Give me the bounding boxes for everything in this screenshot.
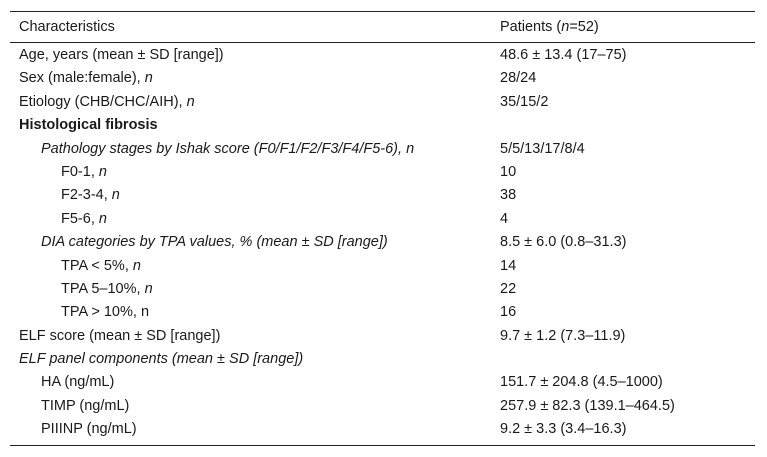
characteristics-table: [10, 11, 755, 446]
table-row-f5-6: F5-6, n 4: [61, 210, 509, 227]
table-row-sex: Sex (male:female), n 28/24: [19, 70, 537, 87]
table-row-histological-fibrosis: Histological fibrosis: [19, 117, 158, 134]
table-row-ha: HA (ng/mL) 151.7 ± 204.8 (4.5–1000): [41, 374, 663, 391]
table-row-tpa-gt10: TPA > 10%, n 16: [61, 304, 517, 321]
table-row-timp: TIMP (ng/mL) 257.9 ± 82.3 (139.1–464.5): [41, 397, 675, 414]
header-characteristics: Characteristics: [19, 19, 115, 35]
table-row-tpa-lt5: TPA < 5%, n 14: [61, 257, 517, 274]
table-header: [10, 11, 755, 43]
table-row-age: Age, years (mean ± SD [range]) 48.6 ± 13.4 (17–75): [19, 47, 627, 63]
table-row-piiinp: PIIINP (ng/mL) 9.2 ± 3.3 (3.4–16.3): [41, 421, 627, 438]
table-row-etiology: Etiology (CHB/CHC/AIH), n 35/15/2: [19, 93, 549, 110]
table-row-f0-1: F0-1, n 10: [61, 163, 517, 180]
table-row-f2-3-4: F2-3-4, n 38: [61, 187, 517, 204]
table-row-dia-categories: DIA categories by TPA values, % (mean ± SD [range]) 8.5 ± 6.0 (0.8–31.3): [41, 234, 627, 251]
table-row-tpa-5-10: TPA 5–10%, n 22: [61, 280, 517, 297]
table-row-elf-score: ELF score (mean ± SD [range]) 9.7 ± 1.2 (7.3–11.9): [19, 327, 626, 344]
table-row-elf-components: ELF panel components (mean ± SD [range]): [19, 351, 304, 368]
table-row-pathology-stages: Pathology stages by Ishak score (F0/F1/F2/F3/F4/F5-6), n 5/5/13/17/8/4: [41, 140, 585, 157]
table-bottom-rule: [10, 445, 755, 446]
header-patients: Patients (n=52): [500, 19, 599, 35]
